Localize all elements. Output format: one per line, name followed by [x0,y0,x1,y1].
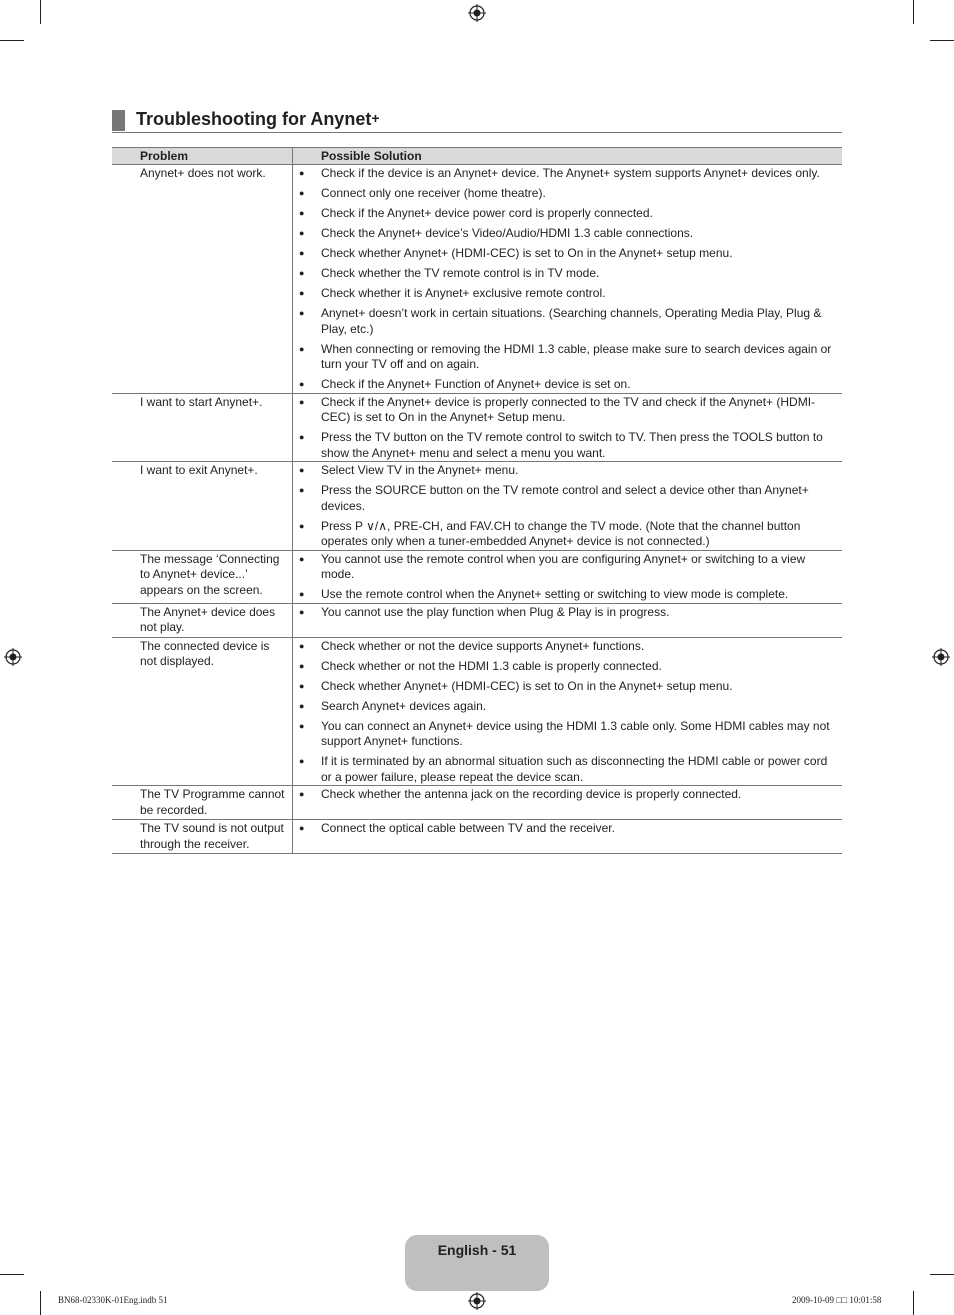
list-item [293,166,836,182]
solution-list [293,395,836,462]
table-row [112,462,842,551]
solution-text: Check if the device is an Anynet+ device. The Anynet+ system supports Anynet+ devices only. [321,166,820,180]
list-item [293,639,836,655]
solution-text: Check if the Anynet+ Function of Anynet+ device is set on. [321,377,631,391]
solution-text: Check if the Anynet+ device power cord is properly connected. [321,206,653,220]
problem-cell: The message ‘Connecting to Anynet+ device...’ appears on the screen. [112,550,293,603]
solution-list [293,552,836,603]
solution-cell [293,820,843,854]
solution-text: If it is terminated by an abnormal situation such as disconnecting the HDMI cable or power cord or a power failure, please repeat the device scan. [321,754,828,784]
list-item [293,306,836,337]
bullet-dot-icon: ● [299,288,305,298]
registration-crosshair-icon [4,648,22,666]
bullet-dot-icon: ● [299,396,305,407]
list-item [293,226,836,242]
solution-text: Select View TV in the Anynet+ menu. [321,463,519,477]
bullet-dot-icon: ● [299,789,305,799]
list-item [293,587,836,603]
bullet-dot-icon: ● [299,379,305,389]
solution-text: Check the Anynet+ device’s Video/Audio/HDMI 1.3 cable connections. [321,226,694,240]
solution-text: Check whether Anynet+ (HDMI-CEC) is set to On in the Anynet+ setup menu. [321,246,733,260]
list-item [293,552,836,583]
problem-cell: Anynet+ does not work. [112,165,293,394]
list-item [293,719,836,750]
list-item [293,430,836,461]
page-number-tab [405,1235,549,1291]
table-row [112,786,842,820]
solution-cell [293,393,843,462]
table-header-row [112,148,842,165]
bullet-dot-icon: ● [299,485,305,495]
column-header-solution: Possible Solution [293,148,843,165]
bullet-dot-icon: ● [299,640,305,651]
problem-cell: The TV sound is not output through the receiver. [112,820,293,854]
solution-text: You cannot use the play function when Plug & Play is in progress. [321,604,670,619]
solution-cell [293,462,843,551]
bullet-dot-icon: ● [299,823,305,833]
solution-text: You can connect an Anynet+ device using the HDMI 1.3 cable only. Some HDMI cables may not support Anynet+ functions. [321,718,830,748]
bullet-dot-icon: ● [299,700,305,711]
solution-cell [293,786,843,820]
solution-text: Connect only one receiver (home theatre). [321,186,546,200]
bullet-dot-icon: ● [299,208,305,218]
list-item [293,266,836,282]
solution-text: Use the remote control when the Anynet+ setting or switching to view mode is complete. [321,587,789,601]
solution-text: Check whether the antenna jack on the recording device is properly connected. [321,787,742,801]
bullet-dot-icon: ● [299,308,305,318]
solution-text: You cannot use the remote control when you are configuring Anynet+ or switching to a view mode. [321,551,806,581]
solution-text: Press the TV button on the TV remote control to switch to TV. Then press the TOOLS button to show the Anynet+ menu and select a menu you want. [321,430,823,460]
list-item [293,342,836,373]
solution-cell [293,603,843,637]
solution-cell [293,550,843,603]
heading-marker-bar [112,110,125,131]
table-row [112,603,842,637]
registration-crosshair-icon [468,4,486,22]
print-slug-date: 2009-10-09 □□ 10:01:58 [792,1295,882,1305]
solution-text: Search Anynet+ devices again. [321,698,487,713]
table-row [112,165,842,394]
problem-cell: The Anynet+ device does not play. [112,603,293,637]
solution-text: Check whether or not the device supports Anynet+ functions. [321,638,645,653]
solution-text: Check whether or not the HDMI 1.3 cable is properly connected. [321,658,662,673]
bullet-dot-icon: ● [299,465,305,475]
page-number: English - 51 [437,1242,517,1258]
crop-mark-top-right-h [930,40,954,41]
crop-mark-bottom-left-v [40,1291,41,1315]
bullet-dot-icon: ● [299,268,305,278]
solution-text: Connect the optical cable between TV and the receiver. [321,821,615,835]
solution-list [293,605,836,621]
list-item [293,246,836,262]
solution-list [293,166,836,393]
list-item [293,463,836,479]
list-item [293,519,836,550]
bullet-dot-icon: ● [299,553,305,564]
bullet-dot-icon: ● [299,589,305,599]
problem-cell: The TV Programme cannot be recorded. [112,786,293,820]
solution-list [293,787,836,803]
crop-mark-top-left-h [0,40,24,41]
list-item [293,206,836,222]
bullet-dot-icon: ● [299,520,305,531]
list-item [293,395,836,426]
solution-cell [293,637,843,786]
solution-text: Press P ∨/∧, PRE-CH, and FAV.CH to change the TV mode. (Note that the channel button operates only when a tuner-embedded Anynet+ device is not connected.) [321,518,801,548]
problem-cell: I want to exit Anynet+. [112,462,293,551]
table-row [112,550,842,603]
bullet-dot-icon: ● [299,168,305,178]
solution-cell [293,165,843,394]
bullet-dot-icon: ● [299,680,305,691]
solution-text: When connecting or removing the HDMI 1.3 cable, please make sure to search devices again or turn your TV off and on again. [321,341,832,371]
bullet-dot-icon: ● [299,188,305,198]
solution-list [293,463,836,550]
troubleshooting-table [112,147,842,854]
crop-mark-bottom-right-h [930,1274,954,1275]
registration-crosshair-icon [468,1292,486,1310]
list-item [293,699,836,715]
bullet-dot-icon: ● [299,720,305,731]
list-item [293,679,836,695]
solution-text: Check whether the TV remote control is in TV mode. [321,266,600,280]
bullet-dot-icon: ● [299,606,305,617]
table-row [112,393,842,462]
column-header-problem: Problem [112,148,293,165]
list-item [293,483,836,514]
solution-text: Check if the Anynet+ device is properly connected to the TV and check if the Anynet+ (HDMI-CEC) is set to On in the Anynet+ Setup menu. [321,394,816,424]
table-row [112,820,842,854]
crop-mark-bottom-right-v [913,1291,914,1315]
table-body [112,165,842,854]
list-item [293,377,836,393]
section-heading [112,107,842,133]
crop-mark-top-right-v [913,0,914,24]
list-item [293,787,836,803]
list-item [293,659,836,675]
solution-list [293,639,836,786]
bullet-dot-icon: ● [299,432,305,442]
registration-crosshair-icon [932,648,950,666]
bullet-dot-icon: ● [299,756,305,766]
crop-mark-bottom-left-h [0,1274,24,1275]
print-slug-file: BN68-02330K-01Eng.indb 51 [58,1295,168,1305]
bullet-dot-icon: ● [299,660,305,671]
page-title: Troubleshooting for Anynet+ [136,109,380,129]
bullet-dot-icon: ● [299,343,305,354]
list-item [293,605,836,621]
problem-cell: I want to start Anynet+. [112,393,293,462]
solution-text: Press the SOURCE button on the TV remote control and select a device other than Anynet+ devices. [321,483,809,513]
list-item [293,286,836,302]
list-item [293,754,836,785]
bullet-dot-icon: ● [299,248,305,258]
list-item [293,821,836,837]
table-row [112,637,842,786]
solution-list [293,821,836,837]
list-item [293,186,836,202]
bullet-dot-icon: ● [299,228,305,238]
solution-text: Check whether it is Anynet+ exclusive remote control. [321,286,606,300]
solution-text: Anynet+ doesn’t work in certain situations. (Searching channels, Operating Media Play, Plug & Play, etc.) [321,306,822,336]
crop-mark-top-left-v [40,0,41,24]
problem-cell: The connected device is not displayed. [112,637,293,786]
solution-text: Check whether Anynet+ (HDMI-CEC) is set to On in the Anynet+ setup menu. [321,678,733,693]
